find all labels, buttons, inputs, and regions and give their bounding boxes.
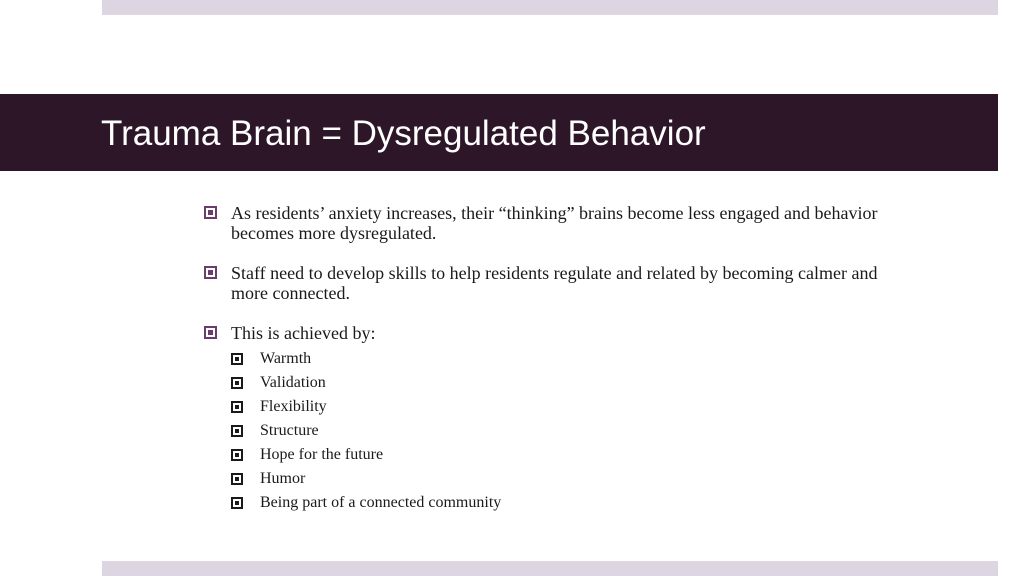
square-bullet-icon: [231, 401, 243, 413]
square-bullet-icon: [231, 425, 243, 437]
square-bullet-icon: [231, 353, 243, 365]
sub-bullet-item: [231, 443, 884, 467]
sub-bullet-text: Hope for the future: [260, 446, 384, 463]
sub-bullet-text: Warmth: [260, 350, 312, 367]
square-bullet-icon: [204, 206, 217, 219]
square-bullet-icon: [231, 377, 243, 389]
sub-bullet-item: [231, 371, 884, 395]
sub-bullet-text: Flexibility: [260, 398, 327, 415]
bullet-list: [204, 203, 884, 515]
slide-title: Trauma Brain = Dysregulated Behavior: [101, 114, 706, 153]
sub-bullet-item: [231, 347, 884, 371]
sub-bullet-text: Structure: [260, 422, 319, 439]
sub-bullet-text: Validation: [260, 374, 326, 391]
square-bullet-icon: [231, 449, 243, 461]
bullet-item: [204, 323, 884, 515]
square-bullet-icon: [204, 266, 217, 279]
sub-bullet-list: [231, 347, 884, 515]
bullet-item: [204, 203, 884, 243]
bottom-accent-strip: [102, 561, 998, 576]
sub-bullet-text: Being part of a connected community: [260, 494, 502, 511]
sub-bullet-item: [231, 395, 884, 419]
slide-content: [204, 203, 884, 515]
title-bar: [0, 94, 998, 171]
sub-bullet-text: Humor: [260, 470, 306, 487]
bullet-text: As residents’ anxiety increases, their “thinking” brains become less engaged and behavior becomes more dysregulated.: [231, 203, 878, 243]
square-bullet-icon: [231, 473, 243, 485]
square-bullet-icon: [204, 326, 217, 339]
bullet-text: This is achieved by:: [231, 323, 376, 343]
sub-bullet-item: [231, 419, 884, 443]
top-accent-strip: [102, 0, 998, 15]
bullet-item: [204, 263, 884, 303]
square-bullet-icon: [231, 497, 243, 509]
sub-bullet-item: [231, 467, 884, 491]
sub-bullet-item: [231, 491, 884, 515]
bullet-text: Staff need to develop skills to help residents regulate and related by becoming calmer and more connected.: [231, 263, 878, 303]
